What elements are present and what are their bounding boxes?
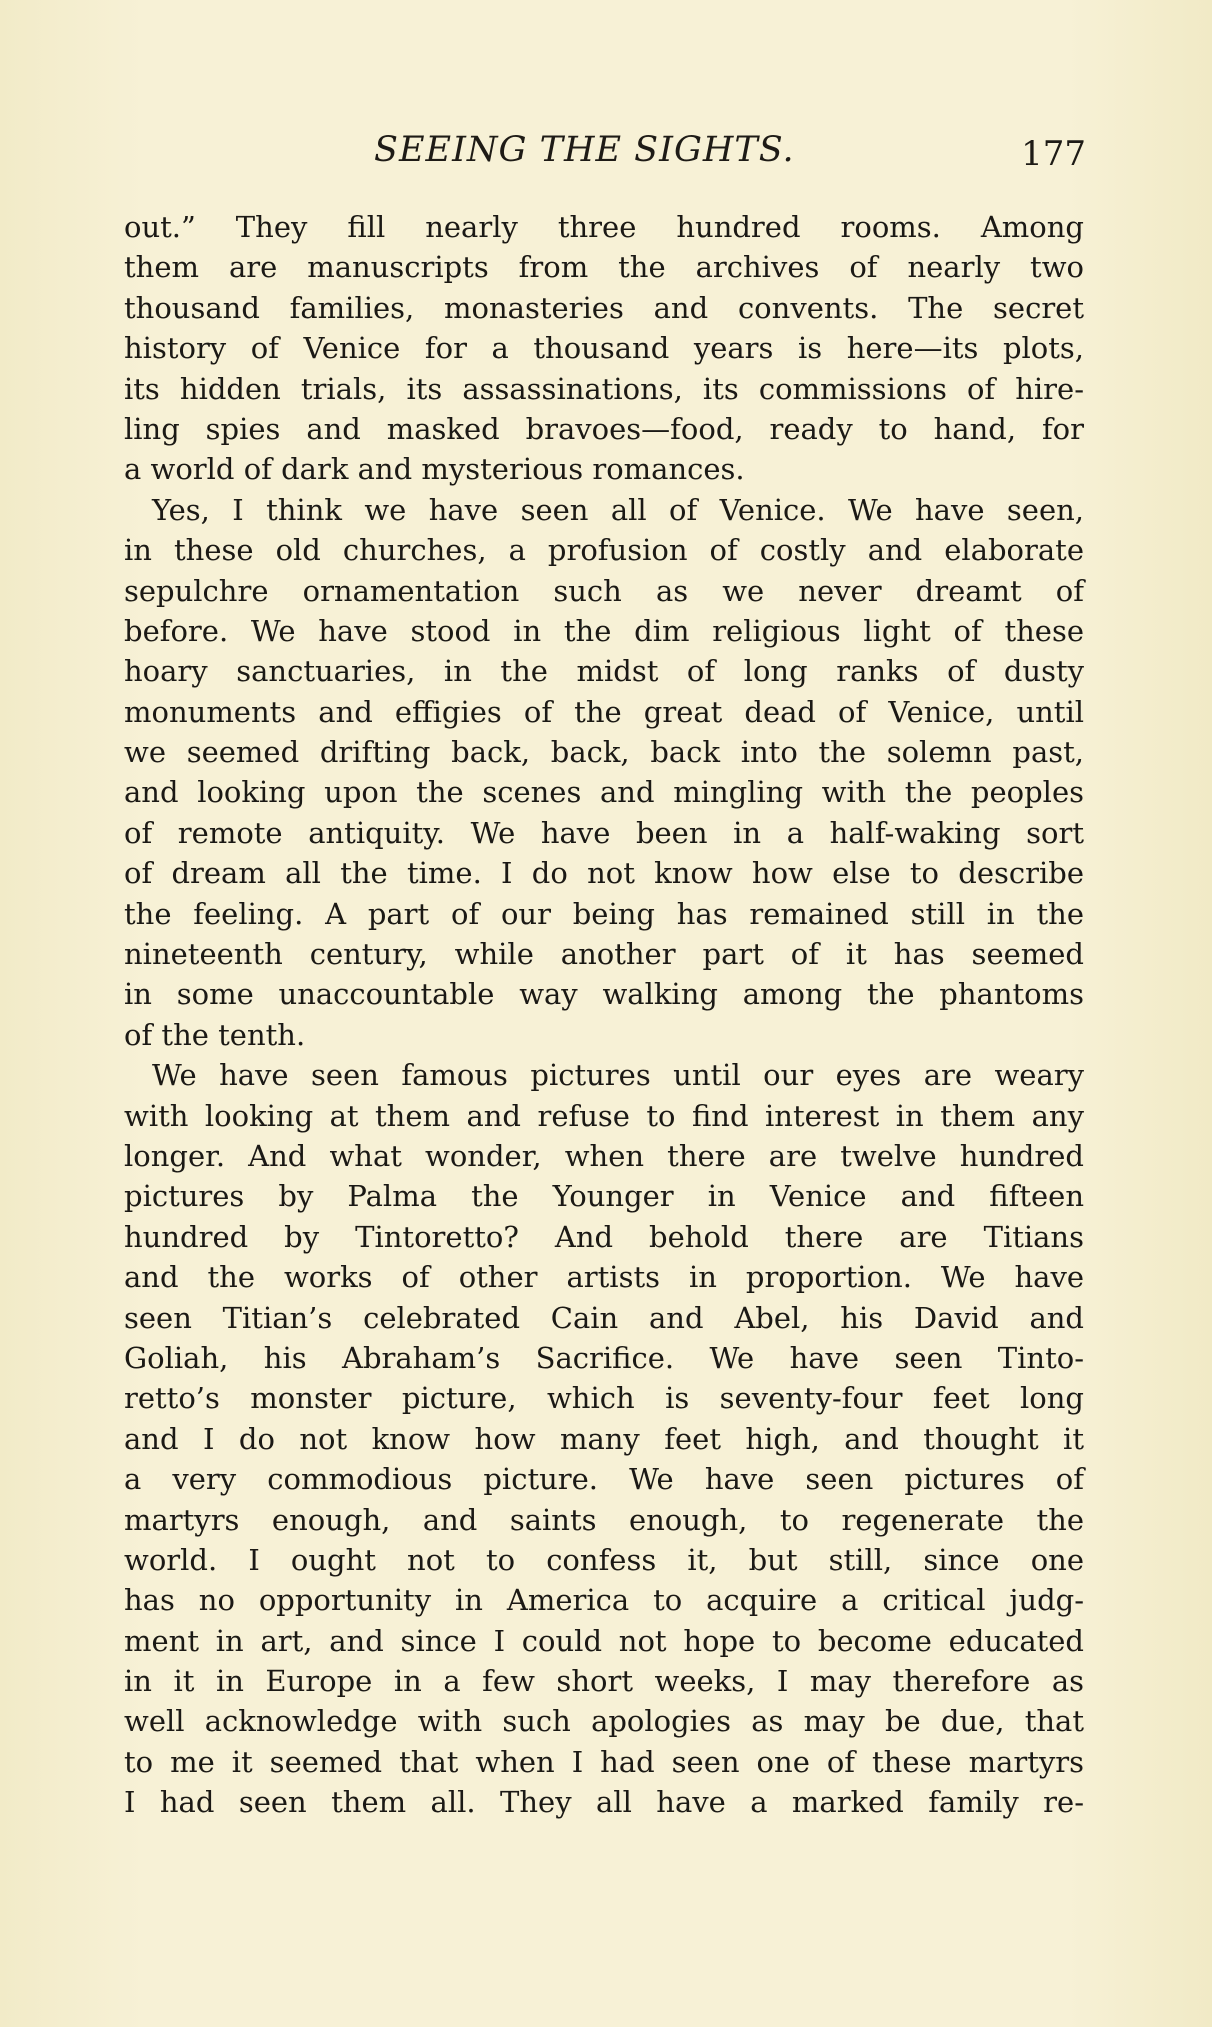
- text-line: history of Venice for a thousand years is here—its plots,: [124, 331, 1084, 366]
- text-line: seen Titian’s celebrated Cain and Abel, his David and: [124, 1300, 1084, 1335]
- text-line: Yes, I think we have seen all of Venice. We have seen,: [152, 492, 1084, 527]
- text-line: a world of dark and mysterious romances.: [124, 452, 745, 487]
- text-line: monuments and effigies of the great dead of Venice, until: [124, 694, 1084, 729]
- page-header: [126, 130, 1086, 180]
- text-line: with looking at them and refuse to find interest in them any: [124, 1098, 1084, 1133]
- text-line: in it in Europe in a few short weeks, I may therefore as: [124, 1664, 1084, 1699]
- text-line: of remote antiquity. We have been in a half-waking sort: [124, 815, 1084, 850]
- text-line: ling spies and masked bravoes—food, ready to hand, for: [124, 411, 1084, 446]
- text-line: thousand families, monasteries and convents. The secret: [124, 290, 1084, 325]
- text-line: them are manuscripts from the archives of nearly two: [124, 250, 1084, 285]
- text-line: nineteenth century, while another part of it has seemed: [124, 937, 1084, 972]
- text-line: has no opportunity in America to acquire a critical judg-: [124, 1583, 1084, 1618]
- text-line: hundred by Tintoretto? And behold there are Titians: [124, 1219, 1084, 1254]
- text-line: before. We have stood in the dim religious light of these: [124, 613, 1084, 648]
- text-line: sepulchre ornamentation such as we never dreamt of: [124, 573, 1084, 608]
- text-line: and I do not know how many feet high, and thought it: [124, 1421, 1084, 1456]
- text-line: I had seen them all. They all have a marked family re-: [124, 1785, 1084, 1820]
- text-line: and the works of other artists in proportion. We have: [124, 1260, 1084, 1295]
- running-title: SEEING THE SIGHTS.: [374, 130, 795, 170]
- text-line: longer. And what wonder, when there are twelve hundred: [124, 1138, 1084, 1173]
- text-line: in these old churches, a profusion of costly and elaborate: [124, 533, 1084, 568]
- body-text: [124, 207, 1084, 1823]
- text-line: of the tenth.: [124, 1017, 306, 1052]
- text-line: world. I ought not to confess it, but still, since one: [124, 1542, 1084, 1577]
- text-line: the feeling. A part of our being has remained still in the: [124, 896, 1084, 931]
- text-line: in some unaccountable way walking among the phantoms: [124, 977, 1084, 1012]
- text-line: a very commodious picture. We have seen pictures of: [124, 1462, 1084, 1497]
- text-line: pictures by Palma the Younger in Venice and fifteen: [124, 1179, 1084, 1214]
- text-line: retto’s monster picture, which is seventy-four feet long: [124, 1381, 1084, 1416]
- page-number: 177: [1021, 134, 1086, 174]
- text-line: and looking upon the scenes and mingling with the peoples: [124, 775, 1084, 810]
- text-line: out.” They fill nearly three hundred rooms. Among: [124, 210, 1084, 244]
- text-line: hoary sanctuaries, in the midst of long ranks of dusty: [124, 654, 1084, 689]
- text-line: its hidden trials, its assassinations, its commissions of hire-: [124, 371, 1084, 406]
- text-line: We have seen famous pictures until our eyes are weary: [152, 1058, 1084, 1093]
- text-line: of dream all the time. I do not know how else to describe: [124, 856, 1084, 891]
- text-line: ment in art, and since I could not hope to become educated: [124, 1623, 1084, 1658]
- text-line: well acknowledge with such apologies as may be due, that: [124, 1704, 1084, 1739]
- text-line: to me it seemed that when I had seen one of these martyrs: [124, 1744, 1084, 1779]
- text-line: Goliah, his Abraham’s Sacrifice. We have seen Tinto-: [124, 1340, 1084, 1375]
- text-line: martyrs enough, and saints enough, to regenerate the: [124, 1502, 1084, 1537]
- text-line: we seemed drifting back, back, back into the solemn past,: [124, 735, 1084, 770]
